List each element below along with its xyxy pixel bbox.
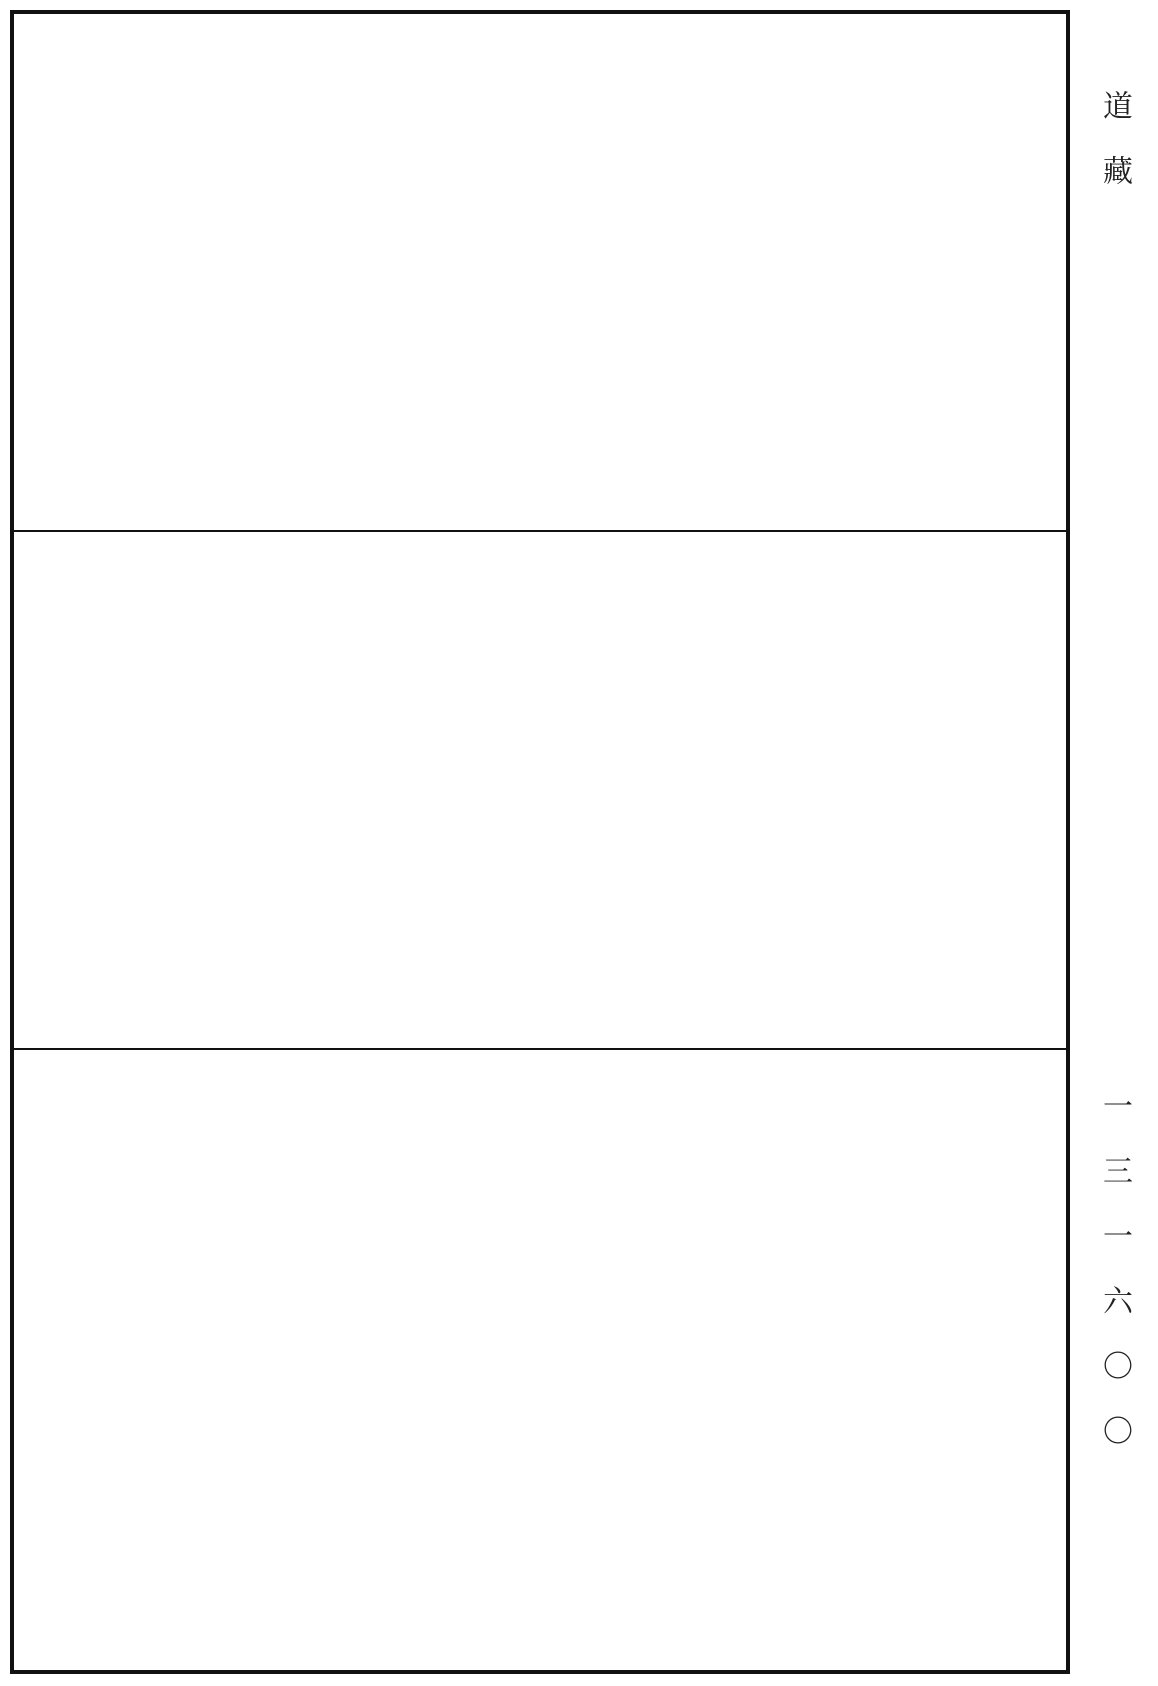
page-number: 一 三 一 六 〇 〇 — [1097, 1090, 1132, 1445]
text-block-2 — [14, 532, 1066, 1050]
text-block-3 — [14, 1050, 1066, 1670]
page-frame — [10, 10, 1070, 1674]
text-block-1 — [14, 14, 1066, 532]
collection-label: 道 藏 — [1097, 90, 1132, 185]
